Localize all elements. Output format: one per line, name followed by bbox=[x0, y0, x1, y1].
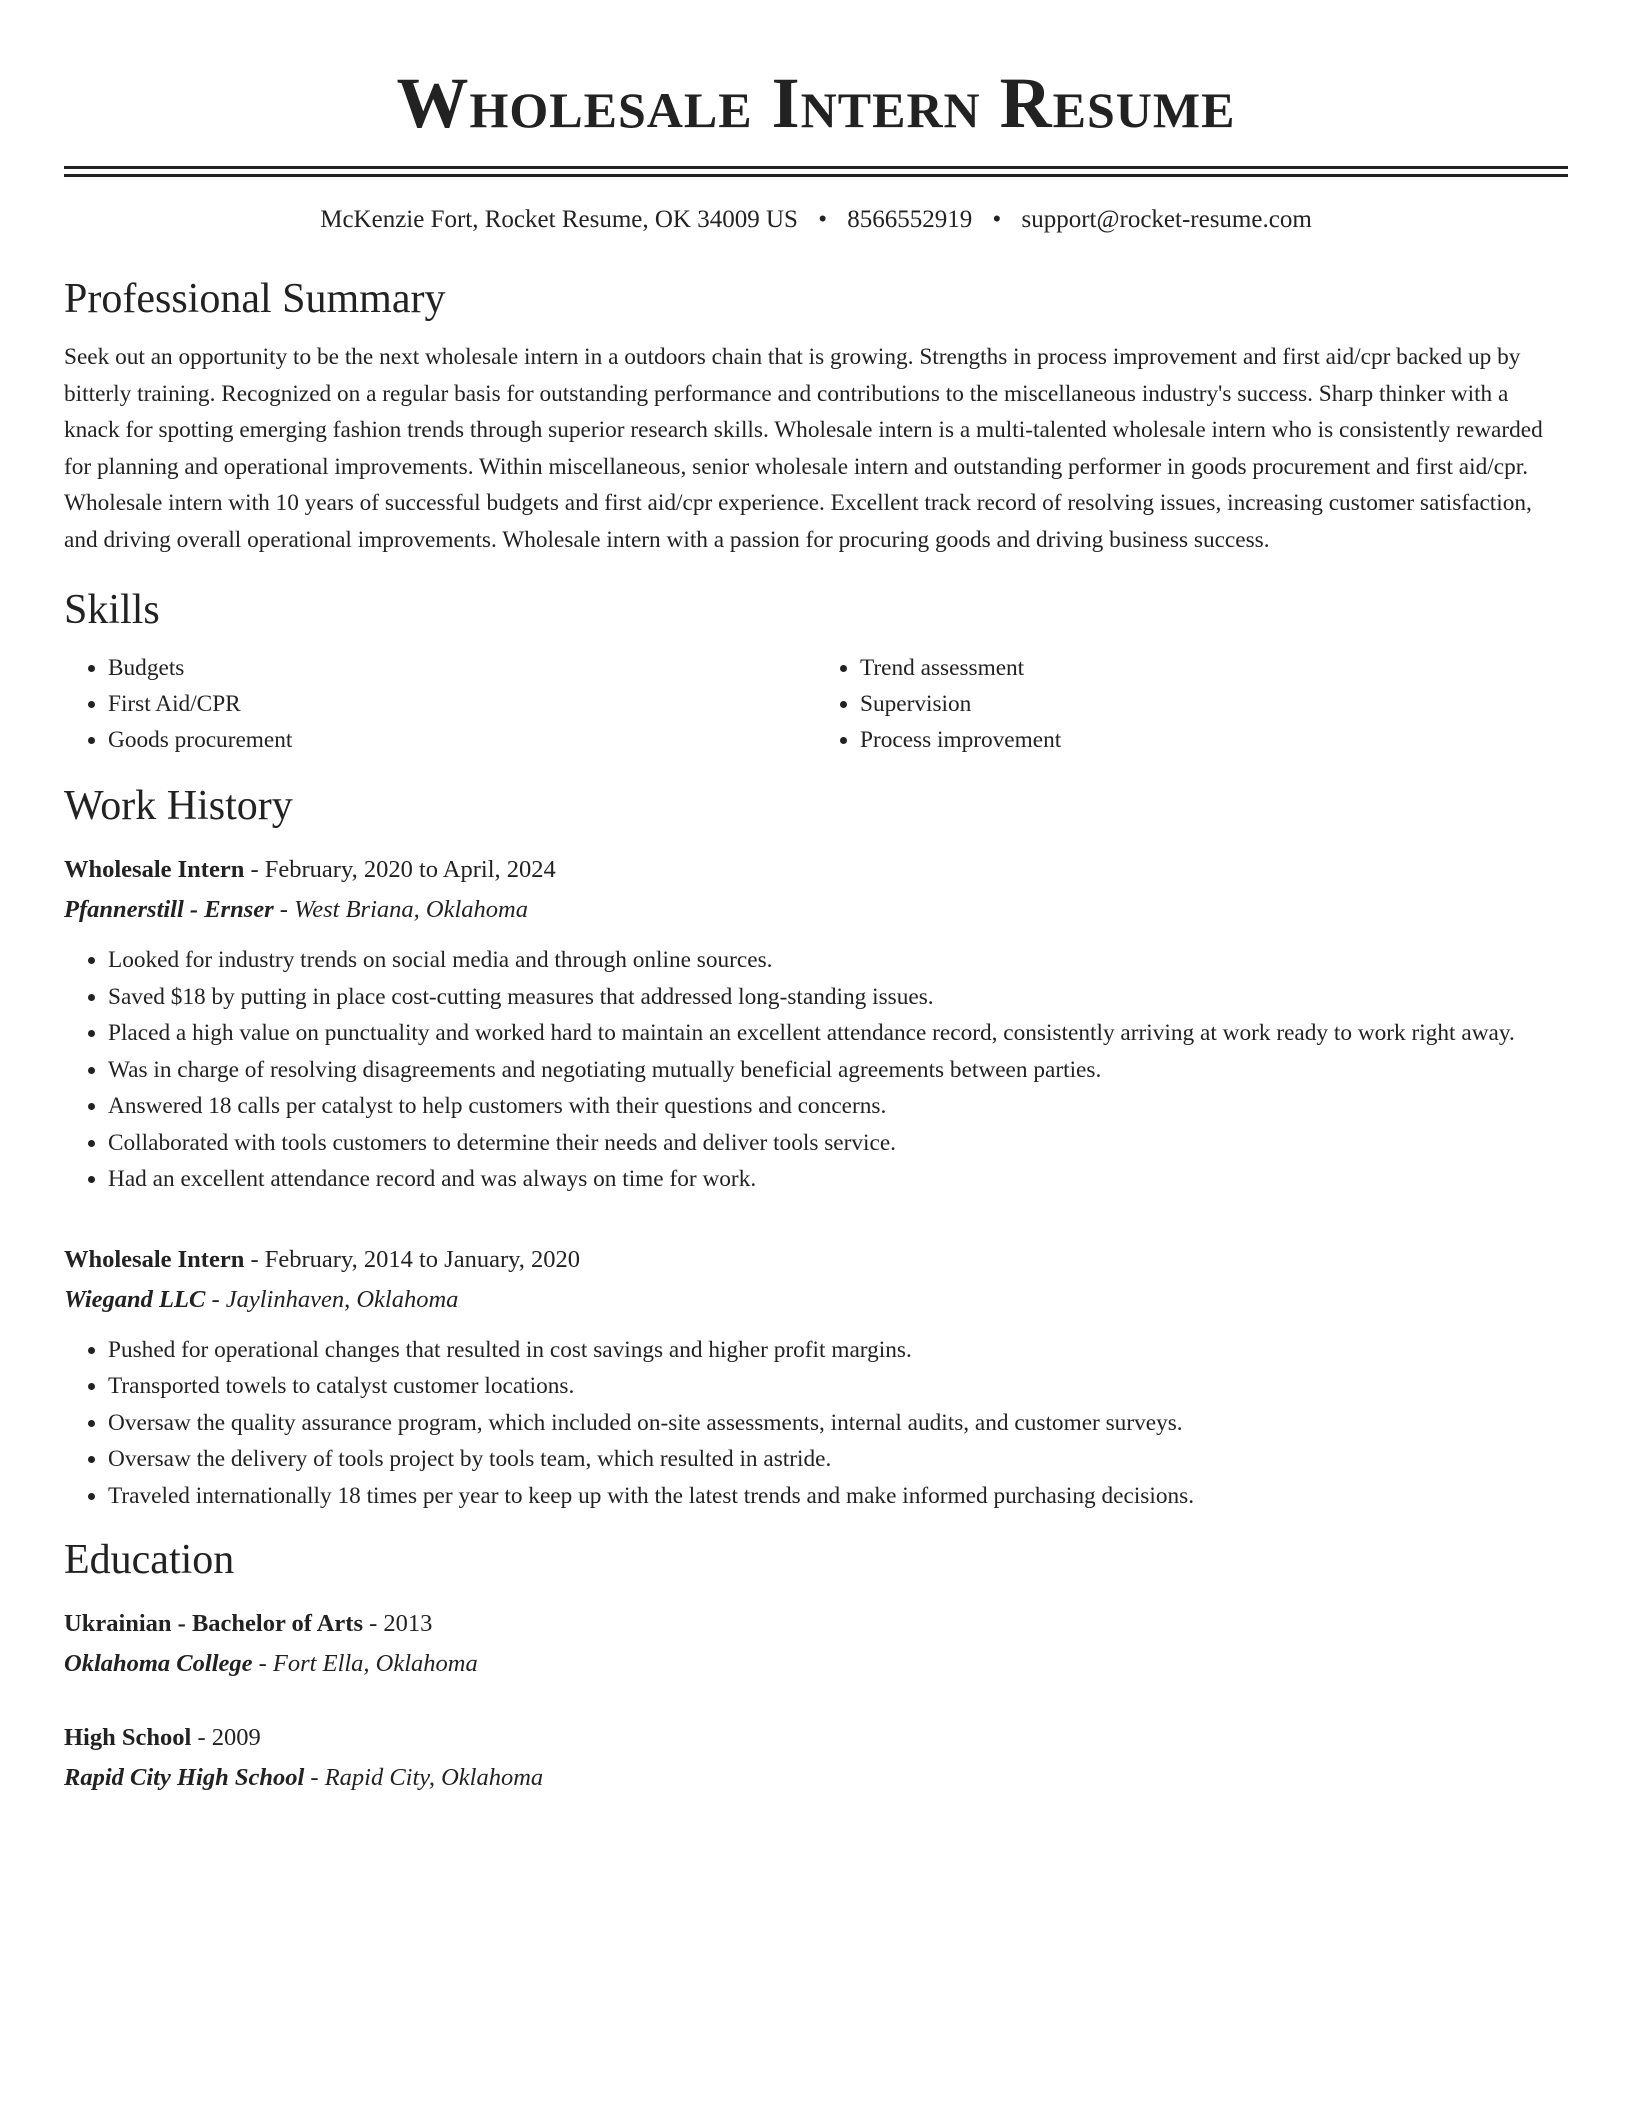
contact-address: McKenzie Fort, Rocket Resume, OK 34009 US bbox=[320, 206, 798, 233]
skill-item: • Trend assessment bbox=[860, 650, 1568, 686]
job-entry bbox=[64, 1240, 1568, 1515]
job-bullets bbox=[64, 942, 1568, 1198]
contact-email: support@rocket-resume.com bbox=[1021, 206, 1312, 233]
bullet-separator: • bbox=[818, 206, 827, 233]
contact-line bbox=[64, 203, 1568, 237]
resume-title: Wholesale Intern Resume bbox=[396, 63, 1236, 143]
job-title-line bbox=[64, 1240, 1568, 1280]
graduation-year: - 2013 bbox=[363, 1610, 433, 1637]
job-bullet: • Was in charge of resolving disagreements and negotiating mutually beneficial agreements between parties. bbox=[108, 1052, 1568, 1089]
skill-item: • Goods procurement bbox=[108, 722, 816, 758]
company-line bbox=[64, 890, 1568, 930]
job-title: Wholesale Intern bbox=[64, 1245, 245, 1273]
job-bullet: • Placed a high value on punctuality and worked hard to maintain an excellent attendance record, consistently arriving at work ready to work right away. bbox=[108, 1015, 1568, 1052]
degree-line bbox=[64, 1718, 1568, 1758]
job-dates: - February, 2020 to April, 2024 bbox=[244, 856, 556, 883]
job-bullet: • Had an excellent attendance record and was always on time for work. bbox=[108, 1161, 1568, 1198]
job-bullet: • Saved $18 by putting in place cost-cutting measures that addressed long-standing issues. bbox=[108, 979, 1568, 1016]
job-bullet: • Looked for industry trends on social media and through online sources. bbox=[108, 942, 1568, 979]
bullet-separator: • bbox=[992, 206, 1002, 233]
job-bullet: • Pushed for operational changes that resulted in cost savings and higher profit margins. bbox=[108, 1332, 1568, 1369]
skills-heading: Skills bbox=[64, 587, 160, 633]
contact-phone: 8566552919 bbox=[847, 206, 973, 233]
skills-list bbox=[64, 650, 1568, 758]
company-line bbox=[64, 1280, 1568, 1320]
job-bullets bbox=[64, 1332, 1568, 1515]
company-name: Wiegand LLC bbox=[64, 1285, 206, 1313]
summary-text: Seek out an opportunity to be the next wholesale intern in a outdoors chain that is growing. Strengths in process improvement and first aid/cpr backed up by bitterly training. Recognized on a regular basis for outstanding performance and contributions to the miscellaneous industry's success. Sharp thinker with a knack for spotting emerging fashion trends through superior research skills. Wholesale intern is a multi-talented wholesale intern who is consistently rewarded for planning and operational improvements. Within miscellaneous, senior wholesale intern and outstanding performer in goods procurement and first aid/cpr. Wholesale intern with 10 years of successful budgets and first aid/cpr experience. Excellent track record of resolving issues, increasing customer satisfaction, and driving overall operational improvements. Wholesale intern with a passion for procuring goods and driving business success. bbox=[64, 344, 1543, 553]
education-entry bbox=[64, 1604, 1568, 1684]
school-line bbox=[64, 1644, 1568, 1684]
skills-column-right bbox=[816, 650, 1568, 758]
job-dates: - February, 2014 to January, 2020 bbox=[244, 1245, 581, 1273]
graduation-year: - 2009 bbox=[191, 1724, 261, 1751]
skill-item: • First Aid/CPR bbox=[108, 686, 816, 722]
skills-column-left bbox=[64, 650, 816, 758]
job-bullet: • Answered 18 calls per catalyst to help customers with their questions and concerns. bbox=[108, 1088, 1568, 1125]
education-heading: Education bbox=[64, 1537, 235, 1583]
job-bullet: • Traveled internationally 18 times per year to keep up with the latest trends and make informed purchasing decisions. bbox=[108, 1478, 1568, 1515]
skill-item: • Process improvement bbox=[860, 722, 1568, 758]
job-bullet: • Oversaw the delivery of tools project by tools team, which resulted in astride. bbox=[108, 1441, 1568, 1478]
degree-name: Ukrainian - Bachelor of Arts bbox=[64, 1610, 363, 1637]
school-location: - Fort Ella, Oklahoma bbox=[252, 1650, 478, 1677]
job-bullet: • Collaborated with tools customers to determine their needs and deliver tools service. bbox=[108, 1125, 1568, 1162]
title-divider bbox=[64, 166, 1568, 177]
job-title: Wholesale Intern bbox=[64, 856, 245, 883]
skill-item: • Supervision bbox=[860, 686, 1568, 722]
summary-heading: Professional Summary bbox=[64, 276, 446, 322]
degree-line bbox=[64, 1604, 1568, 1644]
job-bullet: • Transported towels to catalyst customer locations. bbox=[108, 1368, 1568, 1405]
school-name: Oklahoma College bbox=[64, 1650, 253, 1677]
degree-name: High School bbox=[64, 1724, 192, 1751]
education-entry bbox=[64, 1718, 1568, 1798]
school-location: - Rapid City, Oklahoma bbox=[304, 1764, 544, 1791]
work-history-heading: Work History bbox=[64, 783, 293, 829]
school-name: Rapid City High School bbox=[64, 1764, 305, 1791]
company-location: - Jaylinhaven, Oklahoma bbox=[205, 1285, 459, 1313]
job-bullet: • Oversaw the quality assurance program, which included on-site assessments, internal audits, and customer surveys. bbox=[108, 1405, 1568, 1442]
job-title-line bbox=[64, 850, 1568, 890]
school-line bbox=[64, 1758, 1568, 1798]
job-entry bbox=[64, 850, 1568, 1198]
skill-item: • Budgets bbox=[108, 650, 816, 686]
company-name: Pfannerstill - Ernser bbox=[64, 896, 274, 923]
company-location: - West Briana, Oklahoma bbox=[273, 896, 528, 923]
